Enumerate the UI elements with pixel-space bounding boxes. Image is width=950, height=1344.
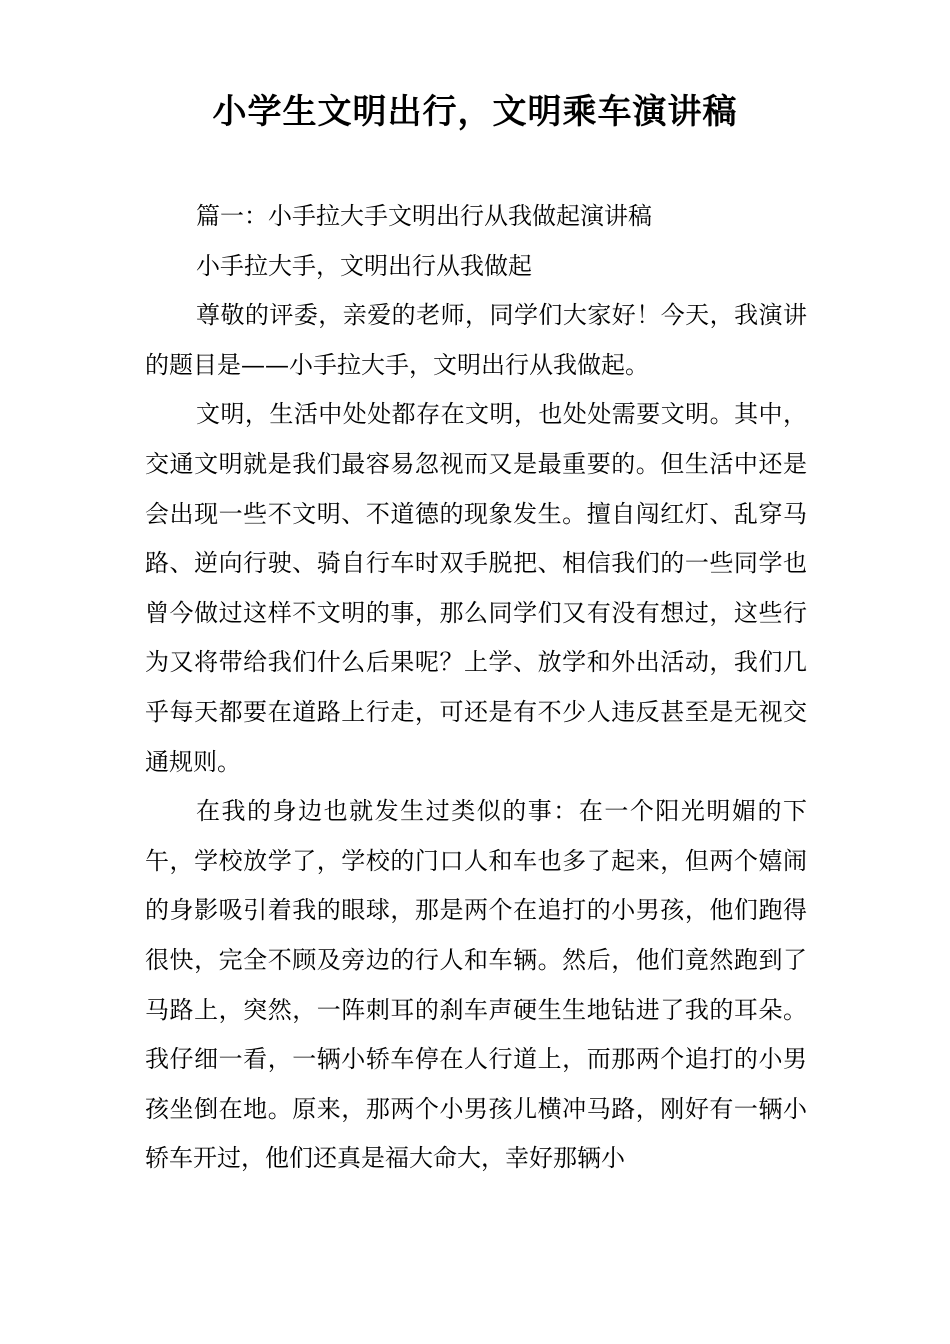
document-body [145, 192, 807, 1184]
document-title: 小学生文明出行，文明乘车演讲稿 [212, 92, 738, 132]
paragraph-traffic-civility: 文明，生活中处处都存在文明，也处处需要文明。其中，交通文明就是我们最容易忽视而又是最重要的。但生活中还是会出现一些不文明、不道德的现象发生。擅自闯红灯、乱穿马路、逆向行驶、骑自行车时双手脱把、相信我们的一些同学也曾今做过这样不文明的事，那么同学们又有没有想过，这些行为又将带给我们什么后果呢？上学、放学和外出活动，我们几乎每天都要在道路上行走，可还是有不少人违反甚至是无视交通规则。 [145, 400, 807, 776]
paragraph-incident-story: 在我的身边也就发生过类似的事：在一个阳光明媚的下午，学校放学了，学校的门口人和车也多了起来，但两个嬉闹的身影吸引着我的眼球，那是两个在追打的小男孩，他们跑得很快，完全不顾及旁边的行人和车辆。然后，他们竟然跑到了马路上，突然，一阵刺耳的刹车声硬生生地钻进了我的耳朵。我仔细一看，一辆小轿车停在人行道上，而那两个追打的小男孩坐倒在地。原来，那两个小男孩儿横冲马路，刚好有一辆小轿车开过，他们还真是福大命大，幸好那辆小 [145, 797, 807, 1173]
speech-subtitle: 小手拉大手，文明出行从我做起 [196, 251, 532, 280]
section-heading: 篇一：小手拉大手文明出行从我做起演讲稿 [196, 202, 652, 230]
paragraph-greeting: 尊敬的评委，亲爱的老师，同学们大家好！今天，我演讲的题目是——小手拉大手，文明出行从我做起。 [145, 301, 807, 379]
